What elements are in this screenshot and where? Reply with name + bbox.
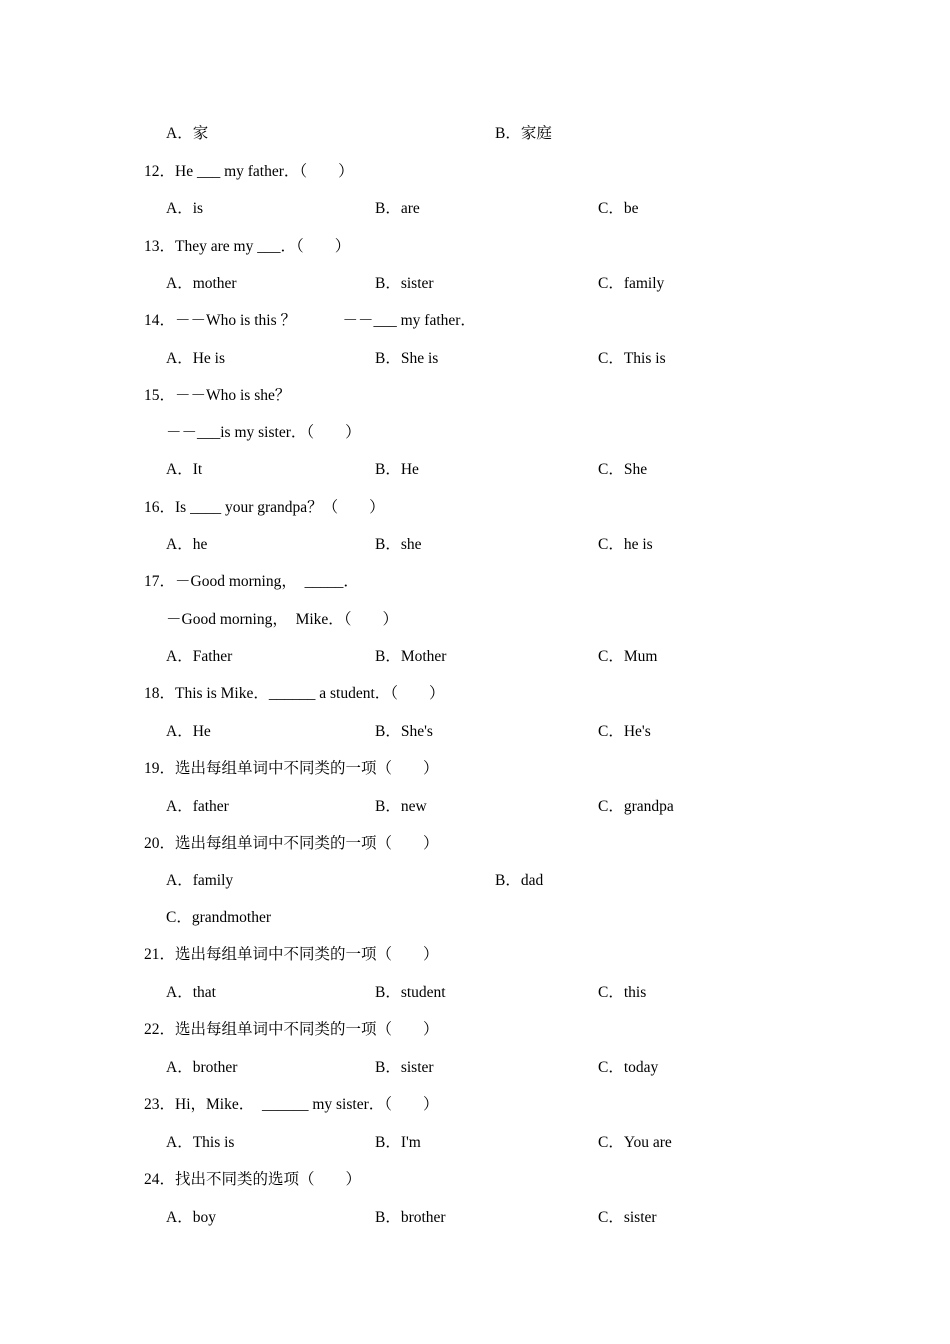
- options-row: [0, 347, 950, 371]
- option-b: B．He: [375, 461, 419, 478]
- option-a: A．father: [166, 798, 229, 815]
- question-text: 22．选出每组单词中不同类的一项（ ）: [144, 1021, 439, 1038]
- question-text: 17．－Good morning， _____．: [144, 573, 359, 590]
- options-row: [0, 458, 950, 482]
- option-b: B．dad: [495, 872, 544, 889]
- question-text: 20．选出每组单词中不同类的一项（ ）: [144, 835, 439, 852]
- option-c: C．sister: [598, 1209, 657, 1226]
- question-text: 16．Is ____ your grandpa？（ ）: [144, 499, 385, 516]
- continuation-text: C．grandmother: [166, 909, 272, 926]
- question-stem: [0, 235, 950, 259]
- option-a: A．It: [166, 461, 203, 478]
- option-a: A．This is: [166, 1134, 235, 1151]
- option-c: C．be: [598, 200, 639, 217]
- question-stem: [0, 496, 950, 520]
- question-continuation: [0, 421, 950, 445]
- question-continuation: [0, 906, 950, 930]
- option-a: A．He is: [166, 350, 225, 367]
- question-text: 15．－－Who is she？: [144, 387, 291, 404]
- option-b: B．sister: [375, 275, 434, 292]
- continuation-text: －Good morning， Mike．（ ）: [166, 611, 399, 628]
- option-b: B．I'm: [375, 1134, 421, 1151]
- question-stem: [0, 832, 950, 856]
- option-c: C．grandpa: [598, 798, 674, 815]
- options-row: [0, 795, 950, 819]
- options-row: [0, 981, 950, 1005]
- option-c: C．Mum: [598, 648, 658, 665]
- options-row: [0, 645, 950, 669]
- question-text: 19．选出每组单词中不同类的一项（ ）: [144, 760, 439, 777]
- options-row: [0, 1056, 950, 1080]
- question-text: 14．－－Who is this ？ －－___ my father．: [144, 312, 476, 329]
- option-b: B．sister: [375, 1059, 434, 1076]
- question-text: 12．He ___ my father．（ ）: [144, 163, 354, 180]
- question-text: 21．选出每组单词中不同类的一项（ ）: [144, 946, 439, 963]
- options-row: [0, 272, 950, 296]
- question-stem: [0, 1093, 950, 1117]
- option-a: A．家: [166, 125, 209, 142]
- option-b: B．Mother: [375, 648, 447, 665]
- question-stem: [0, 757, 950, 781]
- question-continuation: [0, 608, 950, 632]
- option-b: B．are: [375, 200, 420, 217]
- option-b: B．She is: [375, 350, 439, 367]
- option-b: B．she: [375, 536, 422, 553]
- option-b: B．student: [375, 984, 446, 1001]
- option-b: B．She's: [375, 723, 433, 740]
- option-a: A．that: [166, 984, 216, 1001]
- options-row: [0, 1206, 950, 1230]
- option-c: C．He's: [598, 723, 651, 740]
- continuation-text: －－___is my sister．（ ）: [166, 424, 361, 441]
- option-c: C．This is: [598, 350, 666, 367]
- option-a: A．brother: [166, 1059, 238, 1076]
- option-a: A．mother: [166, 275, 237, 292]
- question-stem: [0, 1018, 950, 1042]
- question-stem: [0, 309, 950, 333]
- option-c: C．family: [598, 275, 665, 292]
- options-row: [0, 869, 950, 893]
- option-a: A．family: [166, 872, 234, 889]
- question-text: 13．They are my ___．（ ）: [144, 238, 351, 255]
- option-c: C．this: [598, 984, 647, 1001]
- question-text: 18．This is Mike．______ a student．（ ）: [144, 685, 445, 702]
- option-b: B．new: [375, 798, 427, 815]
- option-a: A．He: [166, 723, 211, 740]
- options-row: [0, 533, 950, 557]
- question-stem: [0, 570, 950, 594]
- option-a: A．is: [166, 200, 204, 217]
- question-stem: [0, 160, 950, 184]
- option-c: C．You are: [598, 1134, 672, 1151]
- options-row: [0, 197, 950, 221]
- question-text: 23．Hi，Mike． ______ my sister．（ ）: [144, 1096, 439, 1113]
- option-a: A．boy: [166, 1209, 216, 1226]
- option-b: B．家庭: [495, 125, 552, 142]
- question-stem: [0, 384, 950, 408]
- question-stem: [0, 682, 950, 706]
- question-stem: [0, 943, 950, 967]
- options-row: [0, 1131, 950, 1155]
- options-row: [0, 720, 950, 744]
- question-text: 24．找出不同类的选项（ ）: [144, 1171, 362, 1188]
- option-c: C．She: [598, 461, 648, 478]
- option-a: A．Father: [166, 648, 233, 665]
- option-c: C．he is: [598, 536, 653, 553]
- option-b: B．brother: [375, 1209, 446, 1226]
- option-a: A．he: [166, 536, 208, 553]
- question-stem: [0, 1168, 950, 1192]
- options-row: [0, 122, 950, 146]
- option-c: C．today: [598, 1059, 659, 1076]
